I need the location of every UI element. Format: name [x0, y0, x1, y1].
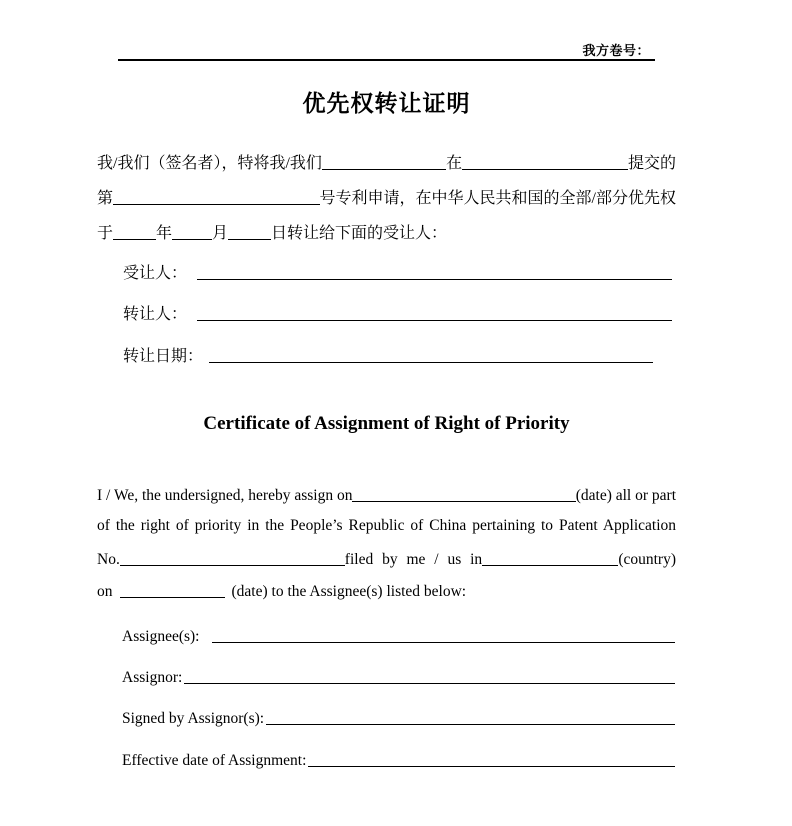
cn-assignor-line[interactable] [197, 306, 672, 321]
en-line1-text-a: I / We, the undersigned, hereby assign on [97, 487, 353, 504]
cn-country-blank[interactable] [462, 155, 628, 170]
cn-assignee-line[interactable] [197, 265, 672, 280]
cn-assignee-row [123, 260, 672, 283]
cn-paragraph-line-1 [97, 150, 676, 185]
en-application-number-blank[interactable] [120, 551, 345, 566]
en-assignor-row [122, 667, 675, 687]
en-assignor-label: Assignor: [122, 669, 183, 686]
cn-assignment-date-line[interactable] [209, 348, 653, 363]
en-signed-by-assignor-label: Signed by Assignor(s): [122, 710, 265, 727]
cn-assignment-date-row [123, 343, 653, 366]
en-assign-date-blank[interactable] [352, 487, 575, 502]
cn-assignor-label: 转让人： [123, 306, 188, 323]
cn-application-number-blank[interactable] [113, 190, 320, 205]
cn-day-blank[interactable] [228, 225, 271, 240]
cn-month-blank[interactable] [172, 225, 212, 240]
cn-line1-text-a: 我/我们（签名者），特将我/我们 [97, 155, 322, 172]
en-signed-by-assignor-line[interactable] [266, 710, 675, 725]
en-line3-text-b: filed by me / us in [344, 551, 483, 568]
cn-assignee-label: 受让人： [123, 265, 188, 282]
cn-assignor-row [123, 301, 672, 324]
header-rule [118, 59, 655, 61]
en-paragraph-line-3 [97, 549, 676, 581]
en-line3-text-c: (country) [618, 551, 676, 568]
en-assignees-line[interactable] [212, 628, 676, 643]
english-title: Certificate of Assignment of Right of Priority [203, 413, 570, 434]
cn-line1-text-b: 在 [446, 155, 463, 172]
cn-line1-text-c: 提交的 [627, 155, 676, 172]
en-assignees-row [122, 626, 675, 646]
cn-year-blank[interactable] [113, 225, 156, 240]
en-effective-date-line[interactable] [308, 752, 675, 767]
en-assignor-line[interactable] [184, 669, 675, 684]
cn-date-blank[interactable] [322, 155, 446, 170]
cn-line3-text-d: 日转让给下面的受让人： [271, 225, 448, 242]
english-paragraph [97, 485, 676, 613]
cn-line3-text-b: 年 [156, 225, 173, 242]
en-effective-date-label: Effective date of Assignment: [122, 752, 307, 769]
en-effective-date-row [122, 750, 675, 770]
en-assignees-label: Assignee(s): [122, 628, 200, 645]
en-paragraph-line-2: of the right of priority in the People’s Republic of China pertaining to Patent Application [97, 517, 676, 534]
en-paragraph-line-4 [97, 581, 676, 613]
en-line1-text-b: (date) all or part [575, 487, 676, 504]
cn-line2-text-b: 号专利申请，在中华人民共和国的全部/部分优先权 [319, 190, 676, 207]
en-signed-by-assignor-row [122, 708, 675, 728]
en-line4-text-b: (date) to the Assignee(s) listed below: [231, 583, 467, 600]
en-line4-text-a: on [97, 583, 113, 600]
cn-paragraph-line-2 [97, 185, 676, 220]
en-line3-text-a: No. [97, 551, 120, 568]
chinese-paragraph [97, 150, 676, 255]
cn-line3-text-c: 月 [212, 225, 229, 242]
en-country-blank[interactable] [482, 551, 618, 566]
cn-line2-text-a: 第 [97, 190, 114, 207]
en-paragraph-line-1 [97, 485, 676, 517]
chinese-title: 优先权转让证明 [302, 91, 471, 116]
cn-line3-text-a: 于 [97, 225, 114, 242]
docket-number-label: 我方卷号： [582, 43, 650, 58]
cn-paragraph-line-3 [97, 220, 676, 255]
en-filing-date-blank[interactable] [120, 583, 225, 598]
cn-assignment-date-label: 转让日期： [123, 348, 204, 365]
